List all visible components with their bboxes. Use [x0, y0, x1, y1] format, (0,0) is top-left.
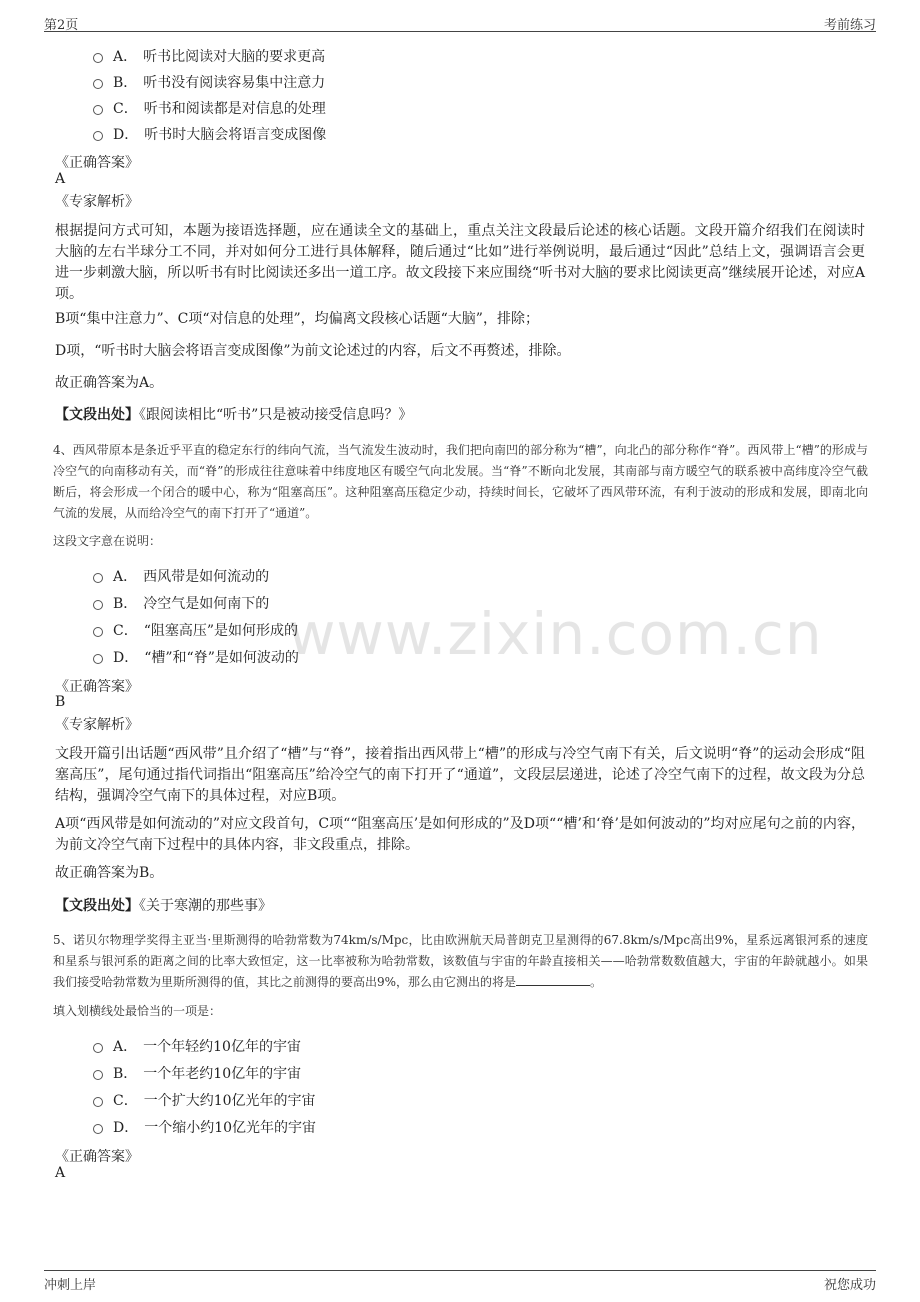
option-text: 冷空气是如何南下的 — [143, 596, 270, 612]
option-letter: B． — [113, 75, 138, 91]
option-letter: A． — [113, 49, 138, 65]
q3-answer: A — [55, 171, 66, 187]
q4-option-c[interactable] — [93, 619, 298, 641]
q5-option-b[interactable] — [93, 1062, 301, 1084]
q3-option-c[interactable] — [93, 97, 326, 119]
page-number: 第2页 — [44, 18, 79, 33]
option-text: 一个扩大约10亿光年的宇宙 — [143, 1093, 316, 1109]
header-divider — [44, 31, 876, 32]
option-letter: B． — [113, 596, 138, 612]
q3-analysis-p4: 故正确答案为A。 — [55, 375, 164, 391]
footer-right-text: 祝您成功 — [823, 1278, 876, 1293]
q3-analysis-p2: B项“集中注意力”、C项“对信息的处理”，均偏离文段核心话题“大脑”，排除； — [55, 311, 539, 327]
q5-answer: A — [55, 1165, 66, 1181]
q4-option-b[interactable] — [93, 592, 269, 614]
radio-icon[interactable] — [93, 573, 103, 583]
radio-icon[interactable] — [93, 1043, 103, 1053]
option-letter: D． — [113, 650, 139, 666]
radio-icon[interactable] — [93, 79, 103, 89]
radio-icon[interactable] — [93, 105, 103, 115]
q3-option-d[interactable] — [93, 123, 326, 145]
option-letter: D． — [113, 1120, 139, 1136]
q3-option-b[interactable] — [93, 71, 325, 93]
q4-option-a[interactable] — [93, 565, 269, 587]
radio-icon[interactable] — [93, 53, 103, 63]
q4-answer: B — [55, 694, 66, 710]
source-title: 《关于寒潮的那些事》 — [139, 898, 272, 914]
option-text: 一个年老约10亿年的宇宙 — [143, 1066, 302, 1082]
q5-correct-label: 《正确答案》 — [55, 1149, 139, 1165]
q5-option-c[interactable] — [93, 1089, 316, 1111]
radio-icon[interactable] — [93, 654, 103, 664]
option-text: “槽”和“脊”是如何波动的 — [144, 650, 299, 666]
q3-analysis-label: 《专家解析》 — [55, 194, 139, 210]
footer-left-text: 冲刺上岸 — [44, 1278, 97, 1293]
q5-text-end: 。 — [590, 975, 603, 989]
option-text: 听书时大脑会将语言变成图像 — [144, 127, 327, 143]
option-letter: D． — [113, 127, 139, 143]
doc-title: 考前练习 — [823, 18, 876, 33]
q5-question-text — [53, 930, 868, 993]
q3-analysis-p3: D项，“听书时大脑会将语言变成图像”为前文论述过的内容，后文不再赘述，排除。 — [55, 343, 571, 359]
option-letter: B． — [113, 1066, 138, 1082]
q3-analysis-p1: 根据提问方式可知，本题为接语选择题，应在通读全文的基础上，重点关注文段最后论述的核心话题。文段开篇介绍我们在阅读时大脑的左右半球分工不同，并对如何分工进行具体解释，随后通过“比如”进行举例说明，最后通过“因此”总结上文，强调语言会更进一步刺激大脑，所以听书有时比阅读还多出一道工序。故文段接下来应围绕“听书对大脑的要求比阅读更高”继续展开论述，对应A项。 — [55, 223, 865, 302]
option-text: 一个年轻约10亿年的宇宙 — [143, 1039, 301, 1055]
q4-analysis-label: 《专家解析》 — [55, 717, 139, 733]
option-text: 听书比阅读对大脑的要求更高 — [143, 49, 326, 65]
option-letter: A． — [113, 569, 138, 585]
option-text: 听书没有阅读容易集中注意力 — [143, 75, 326, 91]
q5-option-d[interactable] — [93, 1116, 316, 1138]
q4-source — [55, 896, 865, 917]
radio-icon[interactable] — [93, 1124, 103, 1134]
q4-analysis-p2: A项“西风带是如何流动的”对应文段首句，C项““阻塞高压’是如何形成的”及D项““槽’和‘脊’是如何波动的”均对应尾句之前的内容，为前文冷空气南下过程中的具体内容，非文段重点，排除。 — [55, 816, 865, 853]
option-letter: C． — [113, 101, 138, 117]
footer-divider — [44, 1270, 876, 1271]
q4-option-d[interactable] — [93, 646, 299, 668]
option-text: “阻塞高压”是如何形成的 — [143, 623, 299, 639]
q5-text-body: 5、诺贝尔物理学奖得主亚当·里斯测得的哈勃常数为74km/s/Mpc，比由欧洲航天局普朗克卫星测得的67.8km/s/Mpc高出9%，星系远离银河系的速度和星系与银河系的距离之间的比率大致恒定，这一比率被称为哈勃常数，该数值与宇宙的年龄直接相关——哈勃常数数值越大，宇宙的年龄就越小。如果我们接受哈勃常数为里斯所测得的值，其比之前测得的要高出9%，那么由它测出的将是 — [53, 933, 868, 989]
radio-icon[interactable] — [93, 1070, 103, 1080]
option-text: 听书和阅读都是对信息的处理 — [143, 101, 326, 117]
source-title: 《跟阅读相比“听书”只是被动接受信息吗？》 — [139, 407, 413, 423]
radio-icon[interactable] — [93, 600, 103, 610]
q4-analysis-p3: 故正确答案为B。 — [55, 865, 164, 881]
q4-analysis-p1: 文段开篇引出话题“西风带”且介绍了“槽”与“脊”，接着指出西风带上“槽”的形成与冷空气南下有关，后文说明“脊”的运动会形成“阻塞高压”，尾句通过指代词指出“阻塞高压”给冷空气的南下打开了“通道”，文段层层递进，论述了冷空气南下的过程，故文段为分总结构，强调冷空气南下的具体过程，对应B项。 — [55, 746, 865, 804]
option-text: 一个缩小约10亿光年的宇宙 — [144, 1120, 317, 1136]
watermark: www.zixin.com.cn — [288, 600, 823, 668]
option-letter: C． — [113, 1093, 138, 1109]
q3-source — [55, 405, 865, 426]
source-tag: 【文段出处】 — [55, 407, 139, 423]
q3-option-a[interactable] — [93, 45, 325, 67]
option-text: 西风带是如何流动的 — [143, 569, 270, 585]
q3-correct-label: 《正确答案》 — [55, 155, 139, 171]
radio-icon[interactable] — [93, 131, 103, 141]
q4-prompt: 这段文字意在说明： — [53, 534, 162, 548]
fill-blank — [516, 973, 590, 986]
radio-icon[interactable] — [93, 627, 103, 637]
q5-prompt: 填入划横线处最恰当的一项是： — [53, 1004, 222, 1018]
option-letter: C． — [113, 623, 138, 639]
radio-icon[interactable] — [93, 1097, 103, 1107]
q5-option-a[interactable] — [93, 1035, 301, 1057]
option-letter: A． — [113, 1039, 138, 1055]
q4-question-text: 4、西风带原本是条近乎平直的稳定东行的纬向气流，当气流发生波动时，我们把向南凹的部分称为“槽”，向北凸的部分称作“脊”。西风带上“槽”的形成与冷空气的向南移动有关，而“脊”的形成往往意味着中纬度地区有暖空气向北发展。当“脊”不断向北发展，其南部与南方暖空气的联系被中高纬度冷空气截断后，将会形成一个闭合的暖中心，称为“阻塞高压”。这种阻塞高压稳定少动，持续时间长，它破坏了西风带环流，有利于波动的形成和发展，即南北向气流的发展，从而给冷空气的南下打开了“通道”。 — [53, 443, 868, 520]
q4-correct-label: 《正确答案》 — [55, 679, 139, 695]
source-tag: 【文段出处】 — [55, 898, 139, 914]
